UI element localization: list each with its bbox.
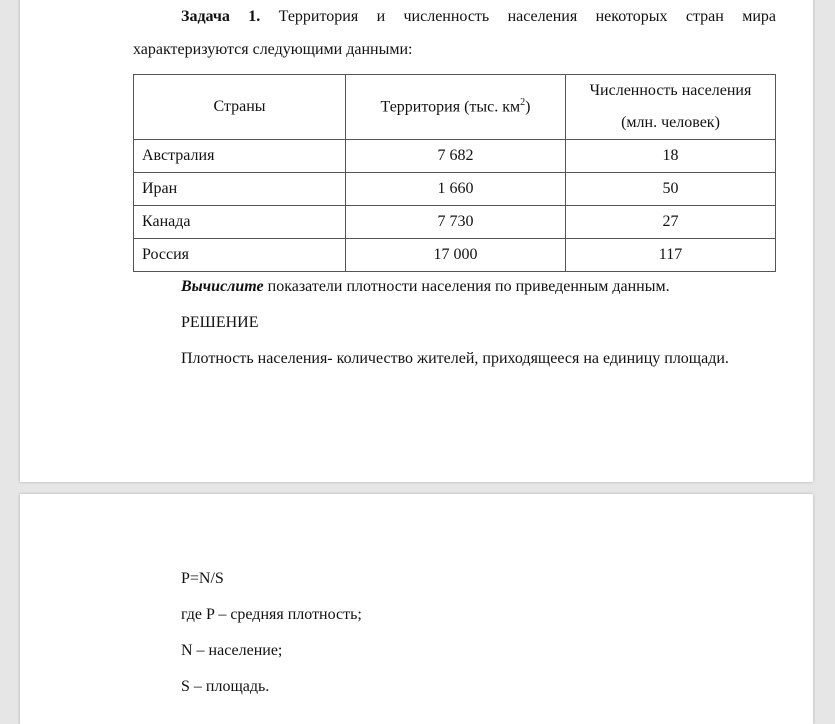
- table-row: [134, 140, 776, 173]
- cell-territory: 7 682: [346, 140, 566, 173]
- formula-where-s: S – площадь.: [181, 678, 270, 695]
- cell-country: Австралия: [134, 140, 346, 173]
- density-definition: Плотность населения- количество жителей, приходящееся на единицу площади.: [181, 350, 729, 367]
- task-paragraph: [133, 0, 776, 66]
- cell-territory: 7 730: [346, 206, 566, 239]
- cell-population: 27: [566, 206, 776, 239]
- compute-instruction: [133, 270, 776, 303]
- solution-heading: РЕШЕНИЕ: [181, 314, 259, 331]
- cell-population: 50: [566, 173, 776, 206]
- task-text: Территория и численность населения некоторых стран мира характеризуются следующими данными:: [133, 8, 777, 58]
- cell-country: Канада: [134, 206, 346, 239]
- table-row: [134, 239, 776, 272]
- table-header-row: [134, 75, 776, 140]
- cell-country: Иран: [134, 173, 346, 206]
- header-territory: Территория (тыс. $км^2$): [346, 75, 566, 140]
- formula-where-p: где P – средняя плотность;: [181, 606, 362, 623]
- cell-territory: 17 000: [346, 239, 566, 272]
- compute-emph: Вычислите: [181, 278, 264, 295]
- table-row: [134, 173, 776, 206]
- document-page-2: [20, 494, 813, 724]
- cell-territory: 1 660: [346, 173, 566, 206]
- cell-country: Россия: [134, 239, 346, 272]
- country-data-table: [133, 74, 776, 272]
- task-label: Задача 1.: [181, 8, 261, 25]
- cell-population: 18: [566, 140, 776, 173]
- compute-text: показатели плотности населения по приведенным данным.: [263, 278, 670, 295]
- header-population: Численность населения (млн. человек): [566, 75, 776, 140]
- table-row: [134, 206, 776, 239]
- cell-population: 117: [566, 239, 776, 272]
- header-country: Страны: [134, 75, 346, 140]
- document-page-1: [20, 0, 813, 482]
- formula-expression: P=N/S: [181, 570, 224, 587]
- formula-where-n: N – население;: [181, 642, 283, 659]
